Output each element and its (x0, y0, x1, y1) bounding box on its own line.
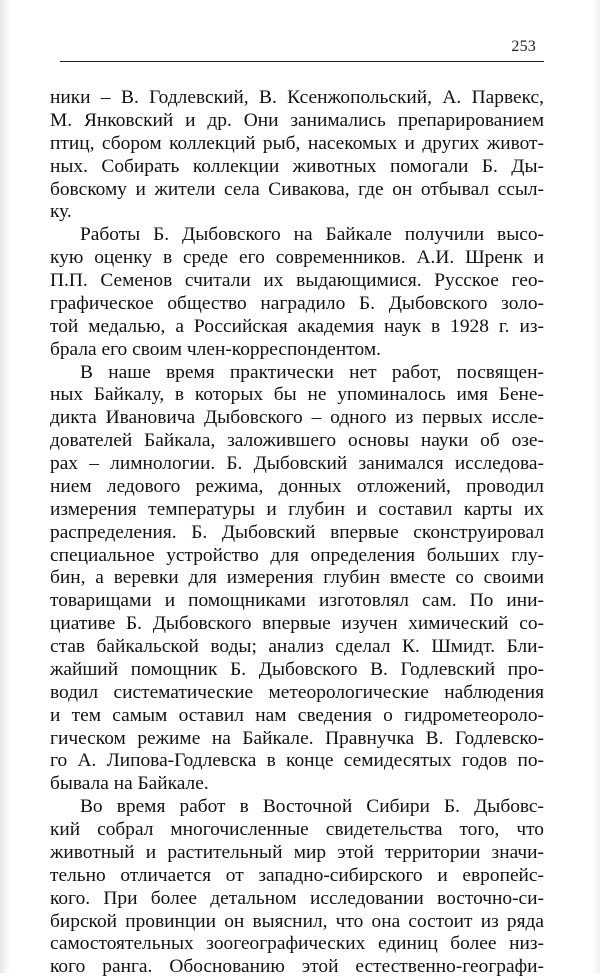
text-line: нием ледового режима, донных отложений, проводил (50, 475, 544, 497)
text-line: той медалью, а Российская академия наук в 1928 г. из- (50, 315, 544, 337)
text-line: ку. (50, 201, 72, 223)
text-line: рах – лимнологии. Б. Дыбовский занимался исследова- (50, 453, 544, 474)
text-line: Работы Б. Дыбовского на Байкале получили высо- (80, 224, 544, 246)
text-line: жайший помощник Б. Дыбовского В. Годлевский про- (50, 658, 544, 680)
text-line: циативе Б. Дыбовского впервые изучен химический со- (50, 613, 544, 635)
text-line: Во время работ в Восточной Сибири Б. Дыбовс- (80, 796, 544, 818)
text-line: П.П. Семенов считали их выдающимися. Русское гео- (50, 270, 544, 291)
paragraph-1 (50, 87, 544, 224)
text-line: специальное устройство для определения больших глу- (50, 544, 544, 566)
body-text (50, 87, 544, 979)
text-line: кого ранга. Обоснованию этой естественно-географи- (50, 956, 544, 978)
paragraph-3 (50, 362, 544, 797)
text-line: бирской провинции он выяснил, что она состоит из ряда (50, 910, 544, 932)
text-line: гическом режиме на Байкале. Правнучка В. Годлевско- (50, 727, 544, 749)
text-line: ники – В. Годлевский, В. Ксенжопольский, А. Парвекс, (50, 87, 544, 108)
text-line: кую оценку в среде его современников. А.И. Шренк и (50, 247, 544, 269)
text-line: животный и растительный мир этой территории значи- (50, 841, 544, 863)
text-line: кого. При более детальном исследовании восточно-си- (50, 887, 544, 909)
text-line: графическое общество наградило Б. Дыбовского золо- (50, 292, 544, 314)
text-line: тельно отличается от западно-сибирского и европейс- (50, 864, 544, 886)
text-line: распределения. Б. Дыбовский впервые сконструировал (50, 521, 544, 543)
header-rule (60, 61, 544, 62)
text-line: бин, а веревки для измерения глубин вместе со своими (50, 567, 544, 589)
page-number: 253 (511, 38, 536, 55)
paragraph-2 (50, 224, 544, 361)
text-line: самостоятельных зоогеографических единиц более низ- (50, 933, 544, 955)
text-line: го А. Липова-Годлевска в конце семидесятых годов по- (50, 750, 544, 772)
text-line: бывала на Байкале. (50, 773, 209, 795)
text-line: дователей Байкала, заложившего основы науки об озе- (50, 430, 544, 452)
text-line: товарищами и помощниками изготовлял сам. По ини- (50, 590, 544, 612)
text-line: и тем самым оставил нам сведения о гидрометеороло- (50, 704, 544, 726)
text-line: М. Янковский и др. Они занимались препарированием (50, 109, 544, 131)
text-line: став байкальской воды; анализ сделал К. Шмидт. Бли- (50, 636, 544, 657)
text-line: бовскому и жители села Сивакова, где он отбывал ссыл- (50, 178, 544, 200)
text-line: измерения температуры и глубин и составил карты их (50, 498, 544, 520)
text-line: дикта Ивановича Дыбовского – одного из первых иссле- (50, 407, 544, 429)
text-line: брала его своим член-корреспондентом. (50, 338, 381, 360)
text-line: водил систематические метеорологические наблюдения (50, 681, 544, 703)
text-line: кий собрал многочисленные свидетельства того, что (50, 819, 544, 840)
text-line: ных Байкалу, в которых бы не упоминалось имя Бене- (50, 384, 544, 406)
text-line: ных. Собирать коллекции животных помогали Б. Ды- (50, 155, 544, 177)
text-line: птиц, сбором коллекций рыб, насекомых и других живот- (50, 132, 544, 154)
paragraph-4 (50, 796, 544, 979)
text-line: В наше время практически нет работ, посвящен- (80, 361, 544, 383)
